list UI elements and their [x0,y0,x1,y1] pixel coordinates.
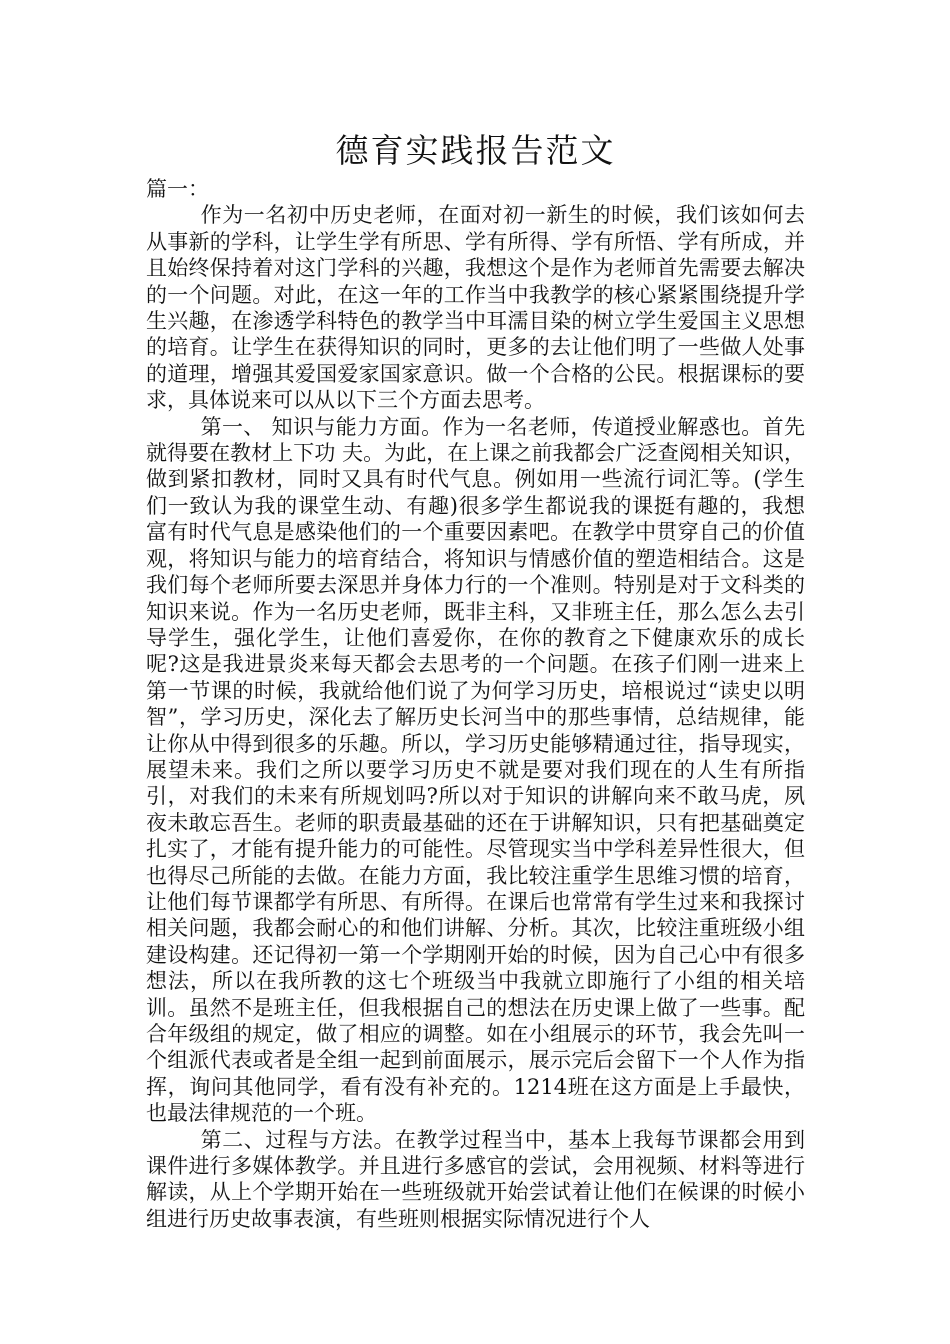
paragraph-process-method: 第二、过程与方法。在教学过程当中，基本上我每节课都会用到课件进行多媒体教学。并且进行多感官的尝试，会用视频、材料等进行解读，从上个学期开始在一些班级就开始尝试着让他们在候课的时候小组进行历史故事表演，有些班则根据实际情况进行个人 [146,1127,805,1231]
section-label: 篇一： [146,177,209,201]
paragraph-intro: 作为一名初中历史老师，在面对初一新生的时候，我们该如何去从事新的学科，让学生学有所思、学有所得、学有所悟、学有所成，并且始终保持着对这门学科的兴趣，我想这个是作为老师首先需要去解决的一个问题。对此，在这一年的工作当中我教学的核心紧紧围绕提升学生兴趣，在渗透学科特色的教学当中耳濡目染的树立学生爱国主义思想的培育。让学生在获得知识的同时，更多的去让他们明了一些做人处事的道理，增强其爱国爱家国家意识。做一个合格的公民。根据课标的要求，具体说来可以从以下三个方面去思考。 [146,203,805,413]
document-title: 德育实践报告范文 [335,131,616,170]
paragraph-knowledge-ability: 第一、 知识与能力方面。作为一名老师，传道授业解惑也。首先就得要在教材上下功 夫。为此，在上课之前我都会广泛查阅相关知识，做到紧扣教材，同时又具有时代气息。例如用一些流行词汇等。(学生们一致认为我的课堂生动、有趣)很多学生都说我的课挺有趣的，我想富有时代气息是感染他们的一个重要因素吧。在教学中贯穿自己的价值观，将知识与能力的培育结合，将知识与情感价值的塑造相结合。这是我们每个老师所要去深思并身体力行的一个准则。特别是对于文科类的知识来说。作为一名历史老师，既非主科，又非班主任，那么怎么去引导学生，强化学生，让他们喜爱你，在你的教育之下健康欢乐的成长呢?这是我进景炎来每天都会去思考的一个问题。在孩子们刚一进来上第一节课的时候，我就给他们说了为何学习历史，培根说过“读史以明智”，学习历史，深化去了解历史长河当中的那些事情，总结规律，能让你从中得到很多的乐趣。所以，学习历史能够精通过往，指导现实，展望未来。我们之所以要学习历史不就是要对我们现在的人生有所指引，对我们的未来有所规划吗?所以对于知识的讲解向来不敢马虎，夙夜未敢忘吾生。老师的职责最基础的还在于讲解知识，只有把基础奠定扎实了，才能有提升能力的可能性。尽管现实当中学科差异性很大，但也得尽己所能的去做。在能力方面，我比较注重学生思维习惯的培育，让他们每节课都学有所思、有所得。在课后也常常有学生过来和我探讨相关问题，我都会耐心的和他们讲解、分析。其次，比较注重班级小组建设构建。还记得初一第一个学期刚开始的时候，因为自己心中有很多想法，所以在我所教的这七个班级当中我就立即施行了小组的相关培训。虽然不是班主任，但我根据自己的想法在历史课上做了一些事。配合年级组的规定，做了相应的调整。如在小组展示的环节，我会先叫一个组派代表或者是全组一起到前面展示，展示完后会留下一个人作为指挥，询问其他同学，看有没有补充的。1214班在这方面是上手最快，也最法律规范的一个班。 [146,414,805,1126]
document-page [146,128,805,1232]
